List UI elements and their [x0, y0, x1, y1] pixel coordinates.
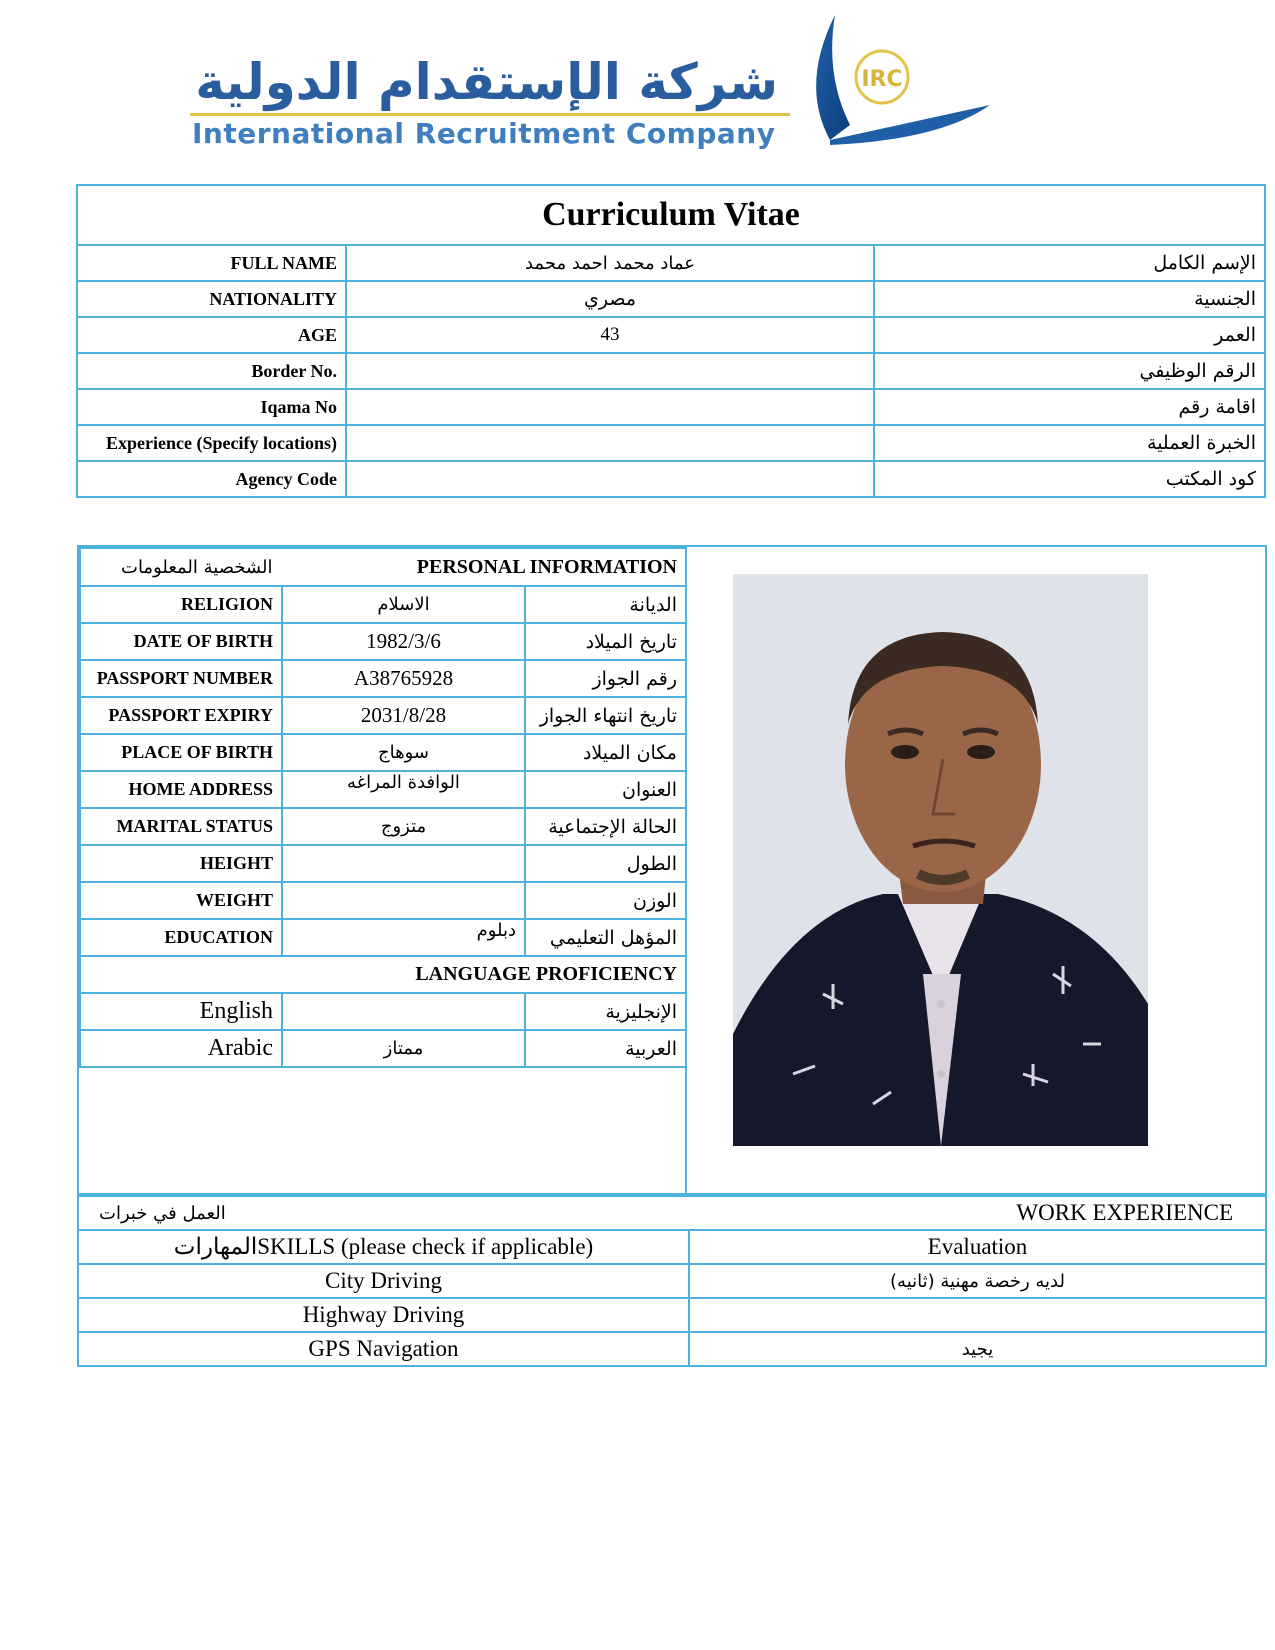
logo-english-name: International Recruitment Company	[192, 117, 776, 150]
nationality-label: NATIONALITY	[77, 281, 346, 317]
language-proficiency-heading: LANGUAGE PROFICIENCY	[80, 956, 686, 993]
cv-summary-table	[76, 184, 1266, 498]
nationality-value: مصري	[346, 281, 874, 317]
age-value: 43	[346, 317, 874, 353]
skill-name: City Driving	[78, 1264, 689, 1298]
logo-mark-icon	[790, 5, 1030, 165]
experience-label: Experience (Specify locations)	[77, 425, 346, 461]
table-row	[77, 389, 1265, 425]
passport-expiry-arabic-label: تاريخ انتهاء الجواز	[525, 697, 686, 734]
logo-arabic-name: شركة الإستقدام الدولية	[195, 53, 778, 111]
table-row	[77, 425, 1265, 461]
religion-value: الاسلام	[282, 586, 525, 623]
applicant-portrait-icon	[733, 574, 1148, 1146]
place-of-birth-arabic-label: مكان الميلاد	[525, 734, 686, 771]
full-name-arabic-label: الإسم الكامل	[874, 245, 1265, 281]
table-row	[77, 245, 1265, 281]
table-row	[77, 317, 1265, 353]
experience-value	[346, 425, 874, 461]
experience-arabic-label: الخبرة العملية	[874, 425, 1265, 461]
table-row	[80, 808, 686, 845]
iqama-no-arabic-label: اقامة رقم	[874, 389, 1265, 425]
table-row	[80, 623, 686, 660]
home-address-arabic-label: العنوان	[525, 771, 686, 808]
cv-title: Curriculum Vitae	[77, 185, 1265, 245]
table-row	[78, 1298, 1266, 1332]
language-english-arabic-label: الإنجليزية	[525, 993, 686, 1030]
home-address-value: الوافدة المراغه	[282, 771, 525, 808]
date-of-birth-arabic-label: تاريخ الميلاد	[525, 623, 686, 660]
weight-label: WEIGHT	[80, 882, 282, 919]
passport-number-arabic-label: رقم الجواز	[525, 660, 686, 697]
skill-name: Highway Driving	[78, 1298, 689, 1332]
religion-label: RELIGION	[80, 586, 282, 623]
height-arabic-label: الطول	[525, 845, 686, 882]
language-arabic-label: Arabic	[80, 1030, 282, 1067]
table-row	[78, 1264, 1266, 1298]
border-no-arabic-label: الرقم الوظيفي	[874, 353, 1265, 389]
language-arabic-arabic-label: العربية	[525, 1030, 686, 1067]
marital-status-value: متزوج	[282, 808, 525, 845]
date-of-birth-label: DATE OF BIRTH	[80, 623, 282, 660]
weight-value	[282, 882, 525, 919]
table-row	[80, 697, 686, 734]
skills-header: المهاراتSKILLS (please check if applicable)	[78, 1230, 689, 1264]
skill-name: GPS Navigation	[78, 1332, 689, 1366]
marital-status-label: MARITAL STATUS	[80, 808, 282, 845]
education-value: دبلوم	[282, 919, 525, 956]
skill-evaluation	[689, 1298, 1266, 1332]
language-english-value	[282, 993, 525, 1030]
nationality-arabic-label: الجنسية	[874, 281, 1265, 317]
logo-mark-text: IRC	[861, 67, 903, 92]
work-experience-table	[77, 1195, 1267, 1367]
agency-code-arabic-label: كود المكتب	[874, 461, 1265, 497]
religion-arabic-label: الديانة	[525, 586, 686, 623]
table-row	[77, 281, 1265, 317]
table-row	[78, 1332, 1266, 1366]
home-address-label: HOME ADDRESS	[80, 771, 282, 808]
date-of-birth-value: 1982/3/6	[282, 623, 525, 660]
table-row	[80, 845, 686, 882]
education-label: EDUCATION	[80, 919, 282, 956]
skill-evaluation: لديه رخصة مهنية (ثانيه)	[689, 1264, 1266, 1298]
table-row	[77, 461, 1265, 497]
full-name-value: عماد محمد احمد محمد	[346, 245, 874, 281]
personal-info-table	[79, 547, 687, 1068]
personal-info-heading: PERSONAL INFORMATION	[416, 555, 677, 578]
company-logo	[180, 5, 1020, 165]
table-row	[80, 660, 686, 697]
table-row	[80, 919, 686, 956]
table-row	[80, 734, 686, 771]
height-value	[282, 845, 525, 882]
marital-status-arabic-label: الحالة الإجتماعية	[525, 808, 686, 845]
place-of-birth-label: PLACE OF BIRTH	[80, 734, 282, 771]
table-row	[80, 548, 686, 586]
logo-underline	[190, 113, 790, 116]
table-row	[80, 1030, 686, 1067]
passport-expiry-label: PASSPORT EXPIRY	[80, 697, 282, 734]
table-row	[80, 586, 686, 623]
border-no-label: Border No.	[77, 353, 346, 389]
full-name-label: FULL NAME	[77, 245, 346, 281]
iqama-no-label: Iqama No	[77, 389, 346, 425]
age-label: AGE	[77, 317, 346, 353]
table-row	[77, 353, 1265, 389]
place-of-birth-value: سوهاج	[282, 734, 525, 771]
height-label: HEIGHT	[80, 845, 282, 882]
passport-number-label: PASSPORT NUMBER	[80, 660, 282, 697]
education-arabic-label: المؤهل التعليمي	[525, 919, 686, 956]
table-row	[78, 1230, 1266, 1264]
border-no-value	[346, 353, 874, 389]
table-row	[80, 956, 686, 993]
language-arabic-value: ممتاز	[282, 1030, 525, 1067]
skill-evaluation: يجيد	[689, 1332, 1266, 1366]
table-row	[80, 771, 686, 808]
table-row	[80, 993, 686, 1030]
weight-arabic-label: الوزن	[525, 882, 686, 919]
agency-code-label: Agency Code	[77, 461, 346, 497]
table-row	[80, 882, 686, 919]
work-experience-arabic-heading: العمل في خبرات	[99, 1202, 226, 1224]
iqama-no-value	[346, 389, 874, 425]
age-arabic-label: العمر	[874, 317, 1265, 353]
language-english-label: English	[80, 993, 282, 1030]
passport-number-value: A38765928	[282, 660, 525, 697]
agency-code-value	[346, 461, 874, 497]
evaluation-header: Evaluation	[689, 1230, 1266, 1264]
personal-info-arabic-heading: الشخصية المعلومات	[121, 556, 273, 578]
work-experience-heading: WORK EXPERIENCE	[1016, 1200, 1233, 1225]
passport-expiry-value: 2031/8/28	[282, 697, 525, 734]
applicant-photo	[733, 574, 1148, 1146]
table-row	[78, 1196, 1266, 1230]
